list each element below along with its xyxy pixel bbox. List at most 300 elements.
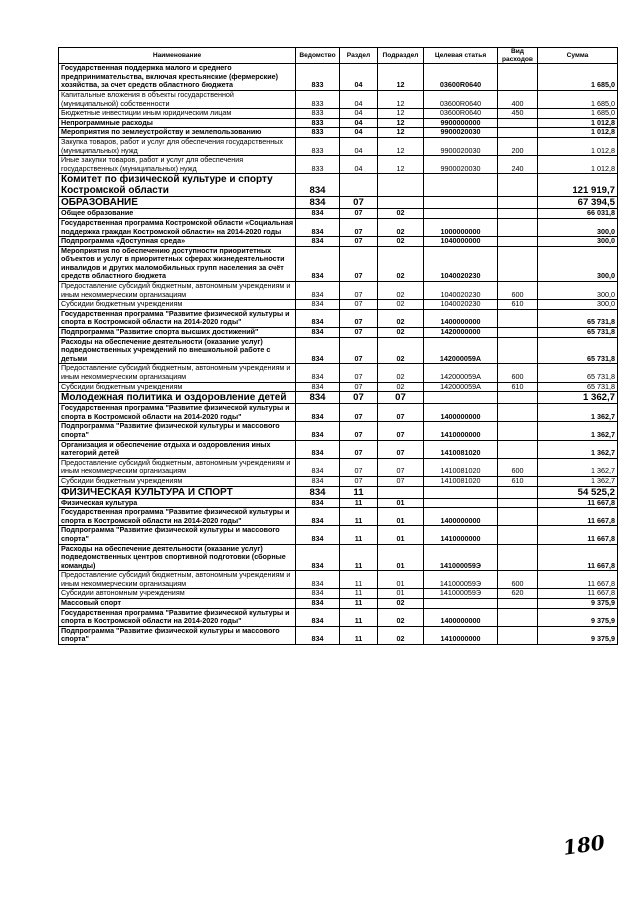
- cell-section: 07: [340, 392, 378, 404]
- cell-name: Подпрограмма "Развитие физической культуры и массового спорта": [59, 422, 296, 440]
- cell-target-article: [424, 174, 498, 197]
- cell-target-article: 1400000000: [424, 309, 498, 327]
- cell-expense-type: [498, 64, 538, 91]
- cell-department: 834: [296, 458, 340, 476]
- table-row: [59, 544, 618, 571]
- cell-subsection: 02: [378, 626, 424, 644]
- cell-department: 834: [296, 508, 340, 526]
- table-row: [59, 174, 618, 197]
- cell-section: 07: [340, 300, 378, 310]
- cell-section: 07: [340, 218, 378, 236]
- cell-expense-type: [498, 237, 538, 247]
- cell-amount: 300,0: [538, 218, 618, 236]
- cell-amount: 11 667,8: [538, 526, 618, 544]
- cell-target-article: [424, 209, 498, 219]
- cell-name: Комитет по физической культуре и спорту Костромской области: [59, 174, 296, 197]
- cell-department: 833: [296, 128, 340, 138]
- cell-amount: 65 731,8: [538, 364, 618, 382]
- cell-subsection: 12: [378, 109, 424, 119]
- cell-name: Субсидии бюджетным учреждениям: [59, 382, 296, 392]
- cell-name: Молодежная политика и оздоровление детей: [59, 392, 296, 404]
- table-row: [59, 309, 618, 327]
- cell-expense-type: [498, 118, 538, 128]
- cell-section: 04: [340, 64, 378, 91]
- cell-section: 07: [340, 209, 378, 219]
- cell-amount: 300,0: [538, 237, 618, 247]
- cell-name: Расходы на обеспечение деятельности (оказание услуг) подведомственных учреждений по внешкольной работе с детьми: [59, 337, 296, 364]
- cell-department: 834: [296, 498, 340, 508]
- cell-subsection: 01: [378, 589, 424, 599]
- cell-section: 07: [340, 246, 378, 281]
- cell-section: 07: [340, 476, 378, 486]
- cell-department: 833: [296, 118, 340, 128]
- cell-subsection: [378, 486, 424, 498]
- cell-section: 04: [340, 137, 378, 155]
- table-row: [59, 137, 618, 155]
- cell-amount: 65 731,8: [538, 337, 618, 364]
- cell-name: Предоставление субсидий бюджетным, автономным учреждениям и иным некоммерческим организациям: [59, 282, 296, 300]
- cell-section: 11: [340, 508, 378, 526]
- table-row: [59, 209, 618, 219]
- cell-expense-type: 240: [498, 156, 538, 174]
- cell-expense-type: 620: [498, 589, 538, 599]
- cell-target-article: 03600R0640: [424, 90, 498, 108]
- cell-target-article: 1400000000: [424, 508, 498, 526]
- cell-expense-type: 600: [498, 571, 538, 589]
- cell-expense-type: 610: [498, 300, 538, 310]
- cell-amount: 1 685,0: [538, 64, 618, 91]
- cell-subsection: 02: [378, 309, 424, 327]
- cell-subsection: 02: [378, 218, 424, 236]
- table-row: [59, 382, 618, 392]
- cell-name: ОБРАЗОВАНИЕ: [59, 197, 296, 209]
- cell-department: 834: [296, 300, 340, 310]
- cell-section: 11: [340, 526, 378, 544]
- cell-department: 833: [296, 90, 340, 108]
- cell-department: 834: [296, 608, 340, 626]
- cell-amount: 1 012,8: [538, 118, 618, 128]
- cell-target-article: 1040020230: [424, 300, 498, 310]
- cell-expense-type: [498, 328, 538, 338]
- cell-subsection: 12: [378, 156, 424, 174]
- cell-target-article: 142000059А: [424, 382, 498, 392]
- table-row: [59, 282, 618, 300]
- cell-section: 07: [340, 309, 378, 327]
- cell-subsection: 02: [378, 328, 424, 338]
- cell-section: 11: [340, 571, 378, 589]
- cell-department: 834: [296, 626, 340, 644]
- table-row: [59, 440, 618, 458]
- table-row: [59, 246, 618, 281]
- cell-section: 04: [340, 109, 378, 119]
- cell-section: 11: [340, 544, 378, 571]
- cell-target-article: 9900020030: [424, 128, 498, 138]
- cell-name: Непрограммные расходы: [59, 118, 296, 128]
- cell-subsection: 02: [378, 599, 424, 609]
- cell-department: 834: [296, 571, 340, 589]
- table-row: [59, 589, 618, 599]
- cell-name: Мероприятия по обеспечению доступности приоритетных объектов и услуг в приоритетных сферах жизнедеятельности инвалидов и других маломобильных групп населения за счёт средств областного бюджета: [59, 246, 296, 281]
- cell-name: Субсидии бюджетным учреждениям: [59, 300, 296, 310]
- cell-name: Иные закупки товаров, работ и услуг для обеспечения государственных (муниципальных) нужд: [59, 156, 296, 174]
- cell-section: 07: [340, 282, 378, 300]
- cell-target-article: [424, 392, 498, 404]
- cell-amount: 65 731,8: [538, 382, 618, 392]
- cell-subsection: 07: [378, 458, 424, 476]
- cell-section: 07: [340, 440, 378, 458]
- table-row: [59, 626, 618, 644]
- cell-subsection: 02: [378, 608, 424, 626]
- table-row: [59, 599, 618, 609]
- cell-expense-type: [498, 486, 538, 498]
- cell-name: Государственная программа "Развитие физической культуры и спорта в Костромской области на 2014-2020 годы": [59, 508, 296, 526]
- cell-amount: 65 731,8: [538, 328, 618, 338]
- cell-section: 07: [340, 337, 378, 364]
- cell-department: 834: [296, 309, 340, 327]
- cell-name: Государственная поддержка малого и среднего предпринимательства, включая крестьянские (фермерские) хозяйства, за счет средств областного бюджета: [59, 64, 296, 91]
- cell-amount: 1 012,8: [538, 137, 618, 155]
- cell-expense-type: 400: [498, 90, 538, 108]
- cell-name: Массовый спорт: [59, 599, 296, 609]
- cell-expense-type: [498, 626, 538, 644]
- cell-subsection: 12: [378, 64, 424, 91]
- cell-subsection: 12: [378, 90, 424, 108]
- cell-department: 834: [296, 440, 340, 458]
- cell-target-article: 1040020230: [424, 282, 498, 300]
- cell-amount: 1 685,0: [538, 109, 618, 119]
- cell-name: Мероприятия по землеустройству и землепользованию: [59, 128, 296, 138]
- cell-amount: 1 362,7: [538, 440, 618, 458]
- cell-target-article: 141000059Э: [424, 589, 498, 599]
- table-body: [59, 64, 618, 645]
- cell-department: 834: [296, 218, 340, 236]
- table-row: [59, 90, 618, 108]
- cell-name: Общее образование: [59, 209, 296, 219]
- cell-name: Бюджетные инвестиции иным юридическим лицам: [59, 109, 296, 119]
- cell-target-article: 1410000000: [424, 626, 498, 644]
- cell-amount: 1 362,7: [538, 422, 618, 440]
- cell-expense-type: [498, 422, 538, 440]
- cell-expense-type: 450: [498, 109, 538, 119]
- cell-subsection: 12: [378, 118, 424, 128]
- cell-name: Закупка товаров, работ и услуг для обеспечения государственных (муниципальных) нужд: [59, 137, 296, 155]
- cell-expense-type: 600: [498, 458, 538, 476]
- cell-amount: 9 375,9: [538, 608, 618, 626]
- cell-expense-type: [498, 209, 538, 219]
- cell-name: Государственная программа "Развитие физической культуры и спорта в Костромской области на 2014-2020 годы": [59, 404, 296, 422]
- cell-expense-type: [498, 498, 538, 508]
- cell-name: Подпрограмма "Развитие физической культуры и массового спорта": [59, 626, 296, 644]
- cell-name: Предоставление субсидий бюджетным, автономным учреждениям и иным некоммерческим организациям: [59, 571, 296, 589]
- cell-expense-type: 200: [498, 137, 538, 155]
- cell-name: Государственная программа "Развитие физической культуры и спорта в Костромской области на 2014-2020 годы": [59, 309, 296, 327]
- cell-department: 834: [296, 364, 340, 382]
- cell-subsection: 02: [378, 282, 424, 300]
- cell-department: 834: [296, 174, 340, 197]
- table-row: [59, 571, 618, 589]
- cell-expense-type: [498, 599, 538, 609]
- cell-amount: 9 375,9: [538, 599, 618, 609]
- cell-target-article: [424, 599, 498, 609]
- cell-amount: 1 362,7: [538, 404, 618, 422]
- table-row: [59, 422, 618, 440]
- cell-section: [340, 174, 378, 197]
- cell-expense-type: 600: [498, 282, 538, 300]
- table-row: [59, 128, 618, 138]
- cell-expense-type: 600: [498, 364, 538, 382]
- cell-expense-type: [498, 309, 538, 327]
- table-row: [59, 109, 618, 119]
- cell-subsection: 01: [378, 571, 424, 589]
- cell-name: Предоставление субсидий бюджетным, автономным учреждениям и иным некоммерческим организациям: [59, 458, 296, 476]
- cell-amount: 1 362,7: [538, 476, 618, 486]
- cell-subsection: 02: [378, 237, 424, 247]
- cell-target-article: [424, 486, 498, 498]
- cell-expense-type: [498, 544, 538, 571]
- cell-amount: 1 362,7: [538, 458, 618, 476]
- cell-amount: 9 375,9: [538, 626, 618, 644]
- cell-section: 11: [340, 589, 378, 599]
- header-expense-type: Вид расходов: [498, 48, 538, 64]
- cell-section: 11: [340, 498, 378, 508]
- table-row: [59, 526, 618, 544]
- cell-amount: 11 667,8: [538, 571, 618, 589]
- cell-department: 833: [296, 137, 340, 155]
- table-row: [59, 156, 618, 174]
- cell-department: 834: [296, 392, 340, 404]
- cell-target-article: 1400000000: [424, 608, 498, 626]
- budget-table: [58, 47, 618, 645]
- cell-department: 834: [296, 404, 340, 422]
- cell-expense-type: [498, 174, 538, 197]
- cell-target-article: 142000059А: [424, 337, 498, 364]
- cell-amount: 300,0: [538, 246, 618, 281]
- cell-department: 834: [296, 589, 340, 599]
- cell-amount: 11 667,8: [538, 508, 618, 526]
- table-row: [59, 64, 618, 91]
- cell-target-article: [424, 498, 498, 508]
- cell-expense-type: [498, 526, 538, 544]
- table-row: [59, 608, 618, 626]
- cell-target-article: [424, 197, 498, 209]
- cell-section: 04: [340, 156, 378, 174]
- cell-subsection: 02: [378, 246, 424, 281]
- cell-section: 07: [340, 197, 378, 209]
- cell-department: 833: [296, 64, 340, 91]
- table-row: [59, 458, 618, 476]
- cell-expense-type: [498, 508, 538, 526]
- cell-amount: 300,0: [538, 282, 618, 300]
- cell-name: Субсидии бюджетным учреждениям: [59, 476, 296, 486]
- cell-amount: 300,0: [538, 300, 618, 310]
- cell-expense-type: [498, 404, 538, 422]
- cell-amount: 1 012,8: [538, 128, 618, 138]
- cell-section: 07: [340, 458, 378, 476]
- cell-department: 834: [296, 544, 340, 571]
- cell-name: Государственная программа Костромской области «Социальная поддержка граждан Костромской области» на 2014-2020 годы: [59, 218, 296, 236]
- table-row: [59, 392, 618, 404]
- cell-subsection: 07: [378, 422, 424, 440]
- header-target-article: Целевая статья: [424, 48, 498, 64]
- cell-name: Расходы на обеспечение деятельности (оказание услуг) подведомственных центров спортивной подготовки (сборные команды): [59, 544, 296, 571]
- cell-target-article: 1040020230: [424, 246, 498, 281]
- cell-subsection: 02: [378, 209, 424, 219]
- cell-section: 11: [340, 599, 378, 609]
- cell-department: 834: [296, 526, 340, 544]
- header-amount: Сумма: [538, 48, 618, 64]
- table-row: [59, 364, 618, 382]
- cell-department: 834: [296, 282, 340, 300]
- cell-expense-type: [498, 337, 538, 364]
- cell-amount: 1 012,8: [538, 156, 618, 174]
- cell-amount: 54 525,2: [538, 486, 618, 498]
- cell-subsection: 12: [378, 128, 424, 138]
- cell-amount: 1 362,7: [538, 392, 618, 404]
- cell-amount: 11 667,8: [538, 589, 618, 599]
- cell-target-article: 9900000000: [424, 118, 498, 128]
- cell-subsection: [378, 197, 424, 209]
- cell-section: 07: [340, 364, 378, 382]
- cell-target-article: 9900020030: [424, 137, 498, 155]
- cell-target-article: 141000059Э: [424, 571, 498, 589]
- cell-target-article: 1040000000: [424, 237, 498, 247]
- cell-department: 834: [296, 209, 340, 219]
- cell-department: 834: [296, 197, 340, 209]
- cell-department: 834: [296, 237, 340, 247]
- cell-target-article: 03600R0640: [424, 109, 498, 119]
- cell-department: 833: [296, 156, 340, 174]
- cell-section: 07: [340, 382, 378, 392]
- header-name: Наименование: [59, 48, 296, 64]
- cell-target-article: 03600R0640: [424, 64, 498, 91]
- cell-subsection: 02: [378, 382, 424, 392]
- table-row: [59, 197, 618, 209]
- cell-department: 834: [296, 382, 340, 392]
- cell-department: 834: [296, 328, 340, 338]
- cell-section: 11: [340, 608, 378, 626]
- cell-expense-type: [498, 218, 538, 236]
- header-subsection: Подраздел: [378, 48, 424, 64]
- cell-name: Капитальные вложения в объекты государственной (муниципальной) собственности: [59, 90, 296, 108]
- cell-subsection: 01: [378, 544, 424, 571]
- cell-expense-type: [498, 128, 538, 138]
- table-row: [59, 404, 618, 422]
- cell-subsection: 01: [378, 498, 424, 508]
- cell-expense-type: [498, 608, 538, 626]
- header-department: Ведомство: [296, 48, 340, 64]
- table-row: [59, 237, 618, 247]
- cell-subsection: 01: [378, 508, 424, 526]
- cell-target-article: 142000059А: [424, 364, 498, 382]
- cell-subsection: 02: [378, 300, 424, 310]
- cell-subsection: 02: [378, 364, 424, 382]
- table-row: [59, 337, 618, 364]
- cell-section: 07: [340, 237, 378, 247]
- budget-document: [58, 47, 617, 645]
- cell-name: Физическая культура: [59, 498, 296, 508]
- cell-target-article: 1410000000: [424, 422, 498, 440]
- cell-expense-type: [498, 440, 538, 458]
- cell-name: Предоставление субсидий бюджетным, автономным учреждениям и иным некоммерческим организациям: [59, 364, 296, 382]
- cell-department: 834: [296, 476, 340, 486]
- cell-department: 834: [296, 246, 340, 281]
- cell-subsection: 07: [378, 392, 424, 404]
- cell-amount: 121 919,7: [538, 174, 618, 197]
- cell-target-article: 1420000000: [424, 328, 498, 338]
- cell-name: Организация и обеспечение отдыха и оздоровления иных категорий детей: [59, 440, 296, 458]
- table-row: [59, 328, 618, 338]
- cell-amount: 65 731,8: [538, 309, 618, 327]
- table-row: [59, 118, 618, 128]
- cell-amount: 11 667,8: [538, 544, 618, 571]
- cell-subsection: 12: [378, 137, 424, 155]
- page-number: 180: [561, 830, 607, 860]
- cell-section: 07: [340, 404, 378, 422]
- cell-target-article: 141000059Э: [424, 544, 498, 571]
- cell-amount: 11 667,8: [538, 498, 618, 508]
- table-row: [59, 486, 618, 498]
- cell-target-article: 1410000000: [424, 526, 498, 544]
- cell-name: Подпрограмма "Развитие спорта высших достижений": [59, 328, 296, 338]
- cell-target-article: 1410081020: [424, 440, 498, 458]
- cell-expense-type: 610: [498, 382, 538, 392]
- cell-subsection: 07: [378, 476, 424, 486]
- cell-name: Субсидии автономным учреждениям: [59, 589, 296, 599]
- cell-section: 07: [340, 422, 378, 440]
- cell-section: 04: [340, 128, 378, 138]
- cell-subsection: 01: [378, 526, 424, 544]
- cell-name: Государственная программа "Развитие физической культуры и спорта в Костромской области на 2014-2020 годы": [59, 608, 296, 626]
- cell-section: 04: [340, 90, 378, 108]
- cell-name: ФИЗИЧЕСКАЯ КУЛЬТУРА И СПОРТ: [59, 486, 296, 498]
- cell-section: 11: [340, 486, 378, 498]
- table-row: [59, 218, 618, 236]
- cell-expense-type: [498, 246, 538, 281]
- cell-amount: 67 394,5: [538, 197, 618, 209]
- cell-department: 833: [296, 109, 340, 119]
- cell-target-article: 1000000000: [424, 218, 498, 236]
- table-row: [59, 498, 618, 508]
- table-header-row: [59, 48, 618, 64]
- cell-expense-type: [498, 197, 538, 209]
- cell-section: 04: [340, 118, 378, 128]
- table-row: [59, 476, 618, 486]
- table-row: [59, 300, 618, 310]
- cell-department: 834: [296, 422, 340, 440]
- cell-name: Подпрограмма «Доступная среда»: [59, 237, 296, 247]
- cell-department: 834: [296, 337, 340, 364]
- header-section: Раздел: [340, 48, 378, 64]
- cell-target-article: 1400000000: [424, 404, 498, 422]
- cell-target-article: 1410081020: [424, 458, 498, 476]
- cell-target-article: 1410081020: [424, 476, 498, 486]
- cell-amount: 1 685,0: [538, 90, 618, 108]
- cell-expense-type: [498, 392, 538, 404]
- table-row: [59, 508, 618, 526]
- cell-department: 834: [296, 599, 340, 609]
- cell-amount: 66 031,8: [538, 209, 618, 219]
- cell-name: Подпрограмма "Развитие физической культуры и массового спорта": [59, 526, 296, 544]
- cell-department: 834: [296, 486, 340, 498]
- cell-subsection: 07: [378, 440, 424, 458]
- cell-section: 11: [340, 626, 378, 644]
- cell-subsection: [378, 174, 424, 197]
- cell-subsection: 02: [378, 337, 424, 364]
- cell-subsection: 07: [378, 404, 424, 422]
- cell-expense-type: 610: [498, 476, 538, 486]
- cell-target-article: 9900020030: [424, 156, 498, 174]
- cell-section: 07: [340, 328, 378, 338]
